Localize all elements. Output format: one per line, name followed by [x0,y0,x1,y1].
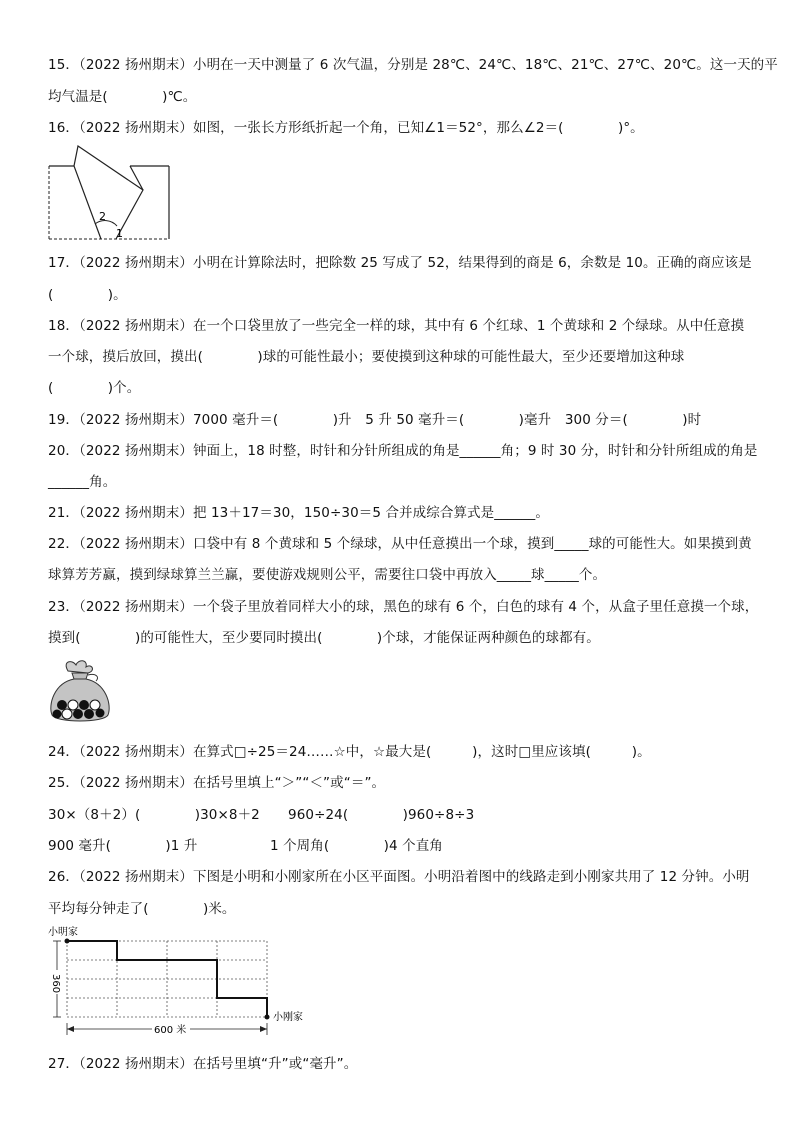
angle-1-label: 1 [116,227,123,240]
q19-line1: 19．（2022 扬州期末）7000 毫升＝( )升 5 升 50 毫升＝( )毫升 300 分＝( )时 [48,412,702,428]
width-label: 600 米 [154,1025,187,1036]
q22-line1: 22．（2022 扬州期末）口袋中有 8 个黄球和 5 个绿球，从中任意摸出一个球，摸到_____球的可能性大。如果摸到黄 [48,536,752,552]
q16-line1: 16．（2022 扬州期末）如图，一张长方形纸折起一个角，已知∠1＝52°，那么∠2＝( )°。 [48,120,644,136]
q23-line2: 摸到( )的可能性大，至少要同时摸出( )个球，才能保证两种颜色的球都有。 [48,630,600,646]
q24-line1: 24．（2022 扬州期末）在算式□÷25＝24……☆中，☆最大是( )，这时□里应该填( )。 [48,744,651,760]
start-label: 小明家 [48,927,78,938]
end-label: 小刚家 [273,1012,303,1023]
q27-line1: 27．（2022 扬州期末）在括号里填“升”或“毫升”。 [48,1056,358,1072]
q20-line1: 20．（2022 扬州期末）钟面上，18 时整，时针和分针所组成的角是______角；9 时 30 分，时针和分针所组成的角是 [48,443,758,459]
q25-row2-b: 1 个周角( )4 个直角 [270,838,443,854]
q21-line1: 21．（2022 扬州期末）把 13＋17＝30，150÷30＝5 合并成综合算式是______。 [48,505,549,521]
q15-line1: 15．（2022 扬州期末）小明在一天中测量了 6 次气温，分别是 28℃、24℃、18℃、21℃、27℃、20℃。这一天的平 [48,57,778,73]
q18-line2: 一个球，摸后放回，摸出( )球的可能性最小；要使摸到这种球的可能性最大，至少还要增加这种球 [48,349,685,365]
q15-line2: 均气温是( )℃。 [48,89,197,105]
q20-line2: ______角。 [48,474,117,490]
q25-row1-a: 30×（8＋2）( )30×8＋2 [48,807,260,823]
q25-row2-a: 900 毫升( )1 升 [48,838,198,854]
angle-2-label: 2 [99,210,106,223]
q18-line3: ( )个。 [48,380,141,396]
q23-ball-bag-figure [46,657,114,723]
q23-line1: 23．（2022 扬州期末）一个袋子里放着同样大小的球，黑色的球有 6 个，白色的球有 4 个，从盒子里任意摸一个球， [48,599,759,615]
q26-route-map-figure [44,922,314,1040]
q17-line2: ( )。 [48,287,127,303]
q17-line1: 17．（2022 扬州期末）小明在计算除法时，把除数 25 写成了 52，结果得到的商是 6，余数是 10。正确的商应该是 [48,255,752,271]
q22-line2: 球算芳芳赢，摸到绿球算兰兰赢，要使游戏规则公平，需要往口袋中再放入_____球_____个。 [48,567,607,583]
q26-line1: 26．（2022 扬州期末）下图是小明和小刚家所在小区平面图。小明沿着图中的线路走到小刚家共用了 12 分钟。小明 [48,869,750,885]
q16-folded-paper-figure [46,142,176,246]
q18-line1: 18．（2022 扬州期末）在一个口袋里放了一些完全一样的球，其中有 6 个红球、1 个黄球和 2 个绿球。从中任意摸 [48,318,745,334]
q25-row1-b: 960÷24( )960÷8÷3 [288,807,475,823]
q25-line1: 25．（2022 扬州期末）在括号里填上“＞”“＜”或“＝”。 [48,775,386,791]
q26-line2: 平均每分钟走了( )米。 [48,901,236,917]
height-label: 360 [50,974,61,994]
